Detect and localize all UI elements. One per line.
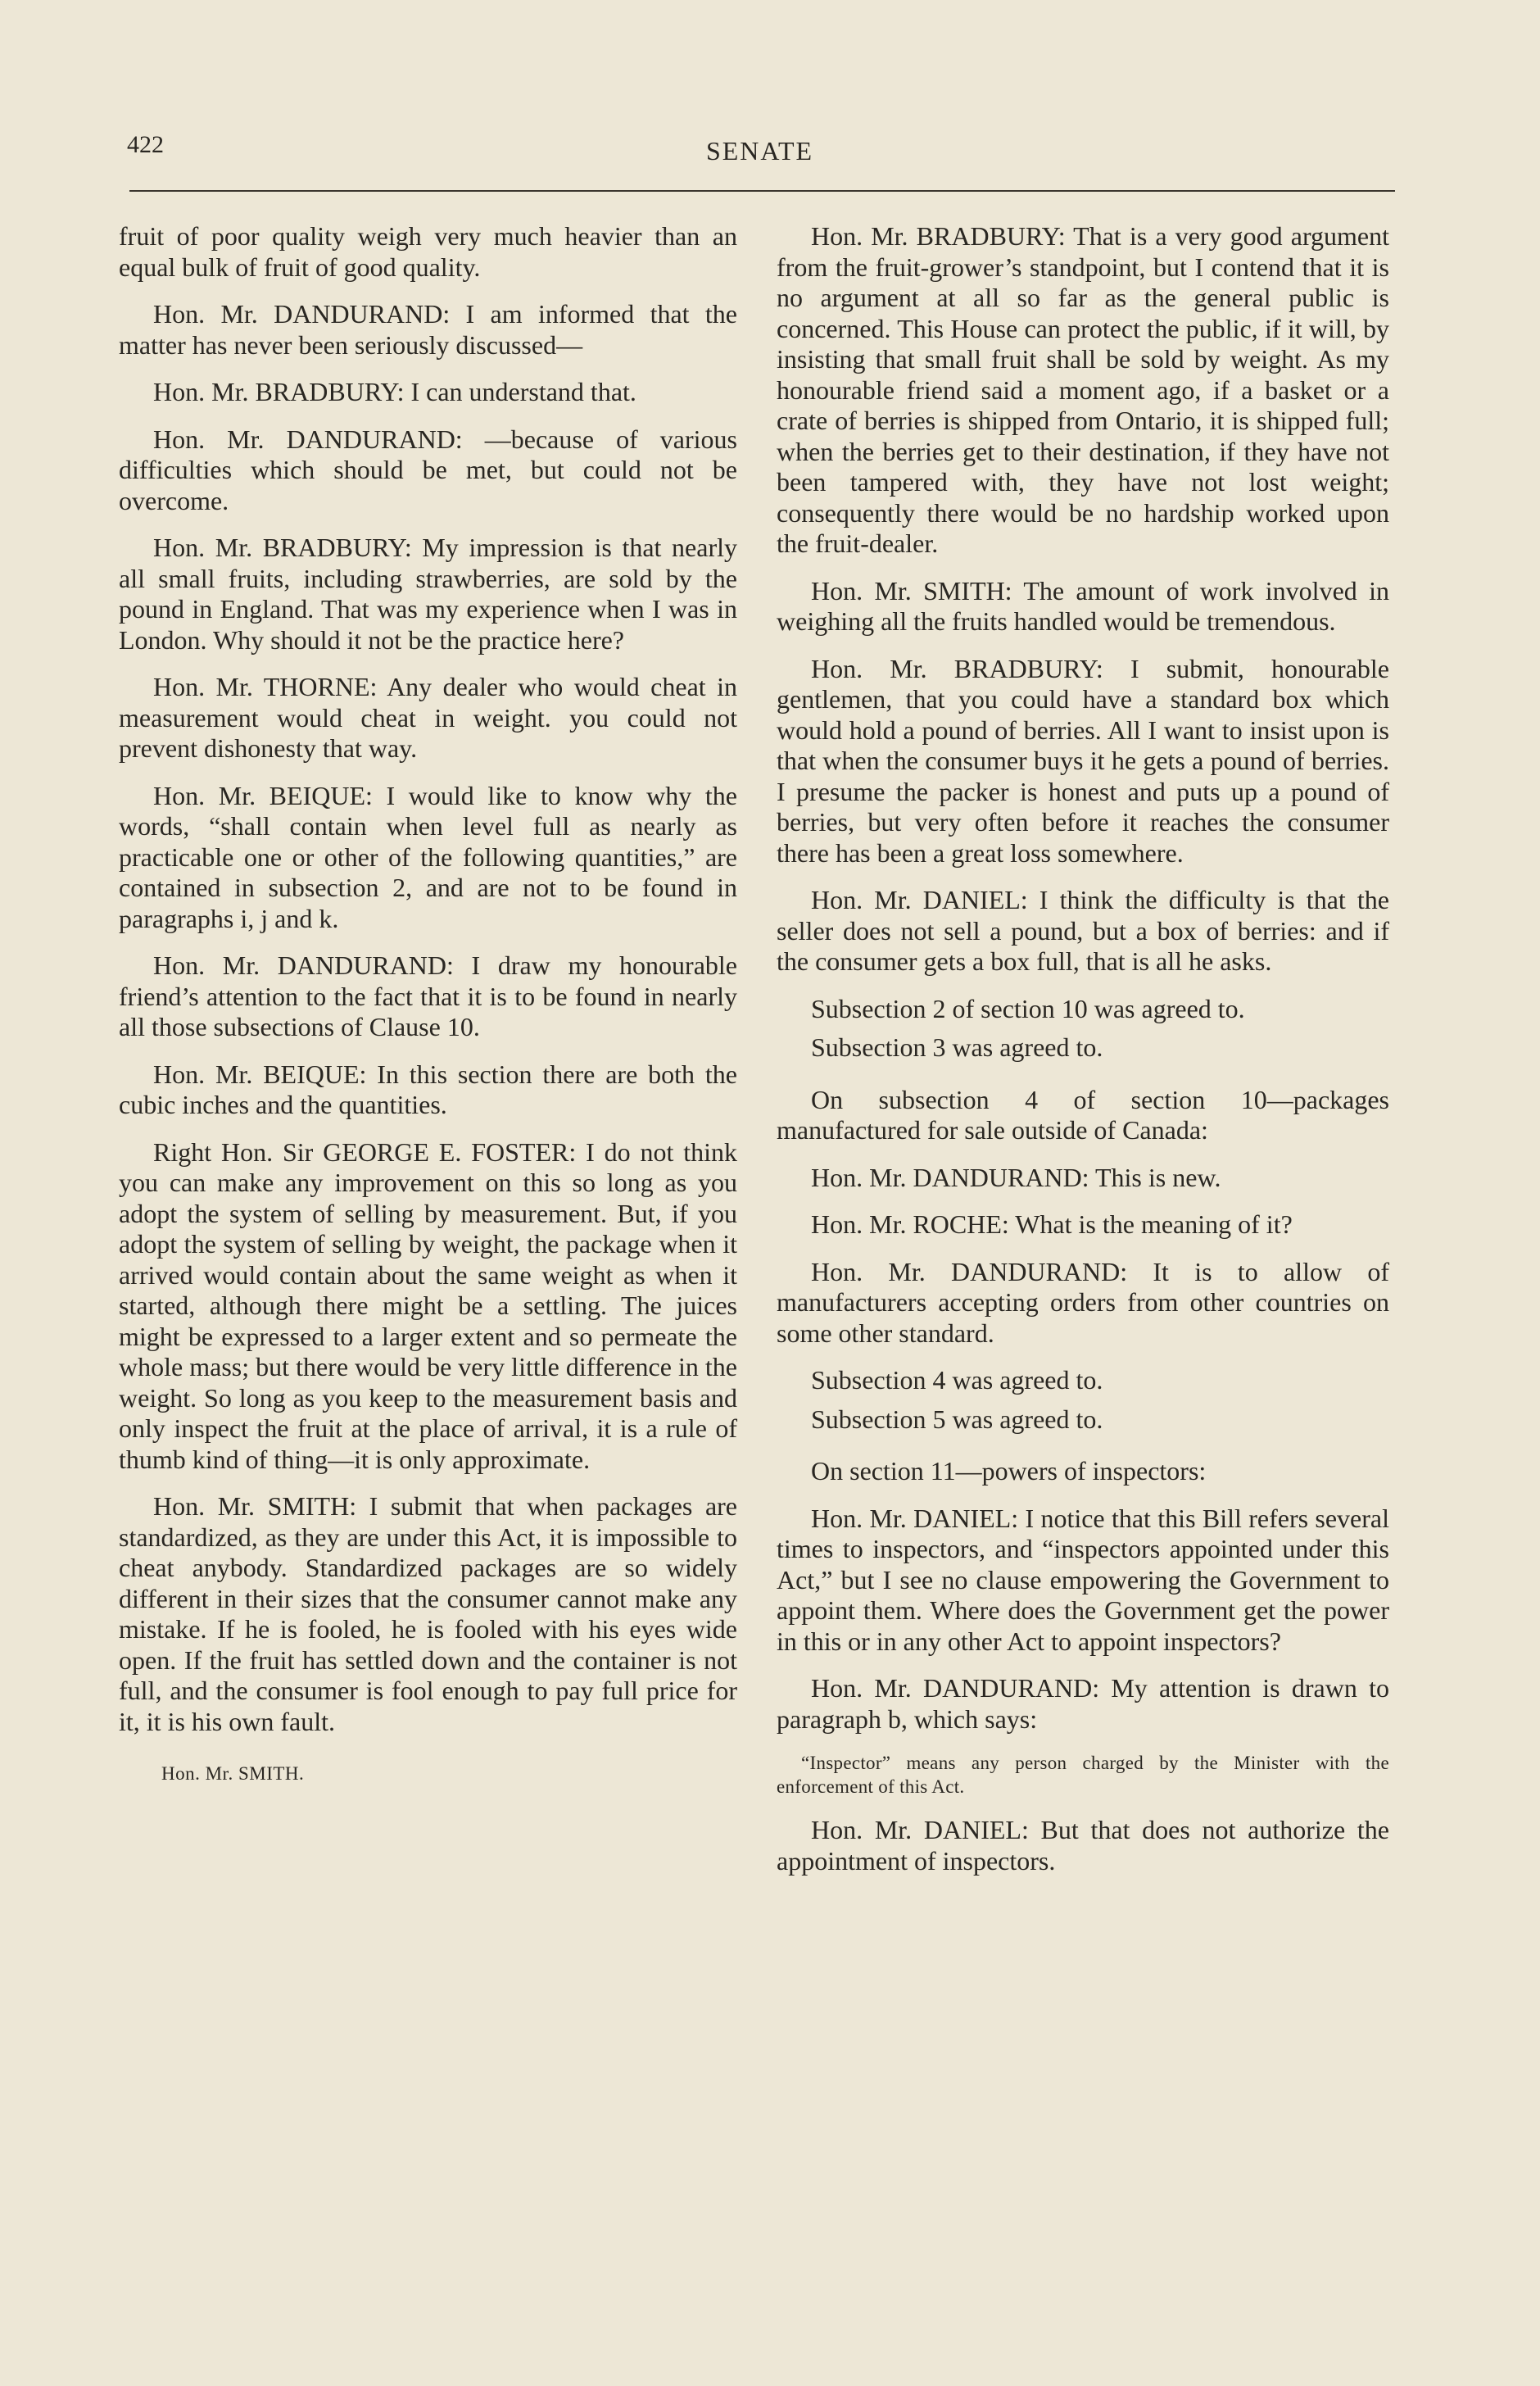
- left-column: [119, 221, 737, 1790]
- paragraph: Subsection 4 was agreed to.: [811, 1365, 1103, 1395]
- right-column: [777, 221, 1389, 1893]
- paragraph: Hon. Mr. DANIEL: I think the difficulty is that the seller does not sell a pound, but a box of berries: and if the consumer gets a box full, that is all he asks.: [777, 885, 1389, 976]
- paragraph: Hon. Mr. DANDURAND: —because of various difficulties which should be met, but could not be overcome.: [119, 424, 737, 515]
- paragraph: Hon. Mr. BRADBURY: My impression is that nearly all small fruits, including strawberries, are sold by the pound in England. That was my experience when I was in London. Why should it not be the practice here?: [119, 533, 737, 655]
- paragraph: Hon. Mr. BEIQUE: I would like to know why the words, “shall contain when level full as nearly as practicable one or other of the following quantities,” are contained in subsection 2, and are not to be found in paragraphs i, j and k.: [119, 780, 737, 933]
- paragraph: Right Hon. Sir GEORGE E. FOSTER: I do not think you can make any improvement on this so long as you adopt the system of selling by measurement. But, if you adopt the system of selling by weight, the package when it arrived would contain about the same weight as when it started, although there might be a settling. The juices might be expressed to a larger extent and so permeate the whole mass; but there would be very little difference in the weight. So long as you keep to the measurement basis and only inspect the fruit at the place of arrival, it is a rule of thumb kind of thing—it is only approximate.: [119, 1136, 737, 1474]
- paragraph: Hon. Mr. BRADBURY: I submit, honourable gentlemen, that you could have a standard box which would hold a pound of berries. All I want to insist upon is that when the consumer buys it he gets a pound of berries. I presume the packer is honest and puts up a pound of berries, but very often before it reaches the consumer there has been a great loss somewhere.: [777, 653, 1389, 868]
- paragraph: Hon. Mr. DANDURAND: I draw my honourable friend’s attention to the fact that it is to be found in nearly all those subsections of Clause 10.: [119, 950, 737, 1041]
- paragraph: Hon. Mr. DANIEL: I notice that this Bill refers several times to inspectors, and “inspectors appointed under this Act,” but I see no clause empowering the Government to appoint them. Where does the Government get the power in this or in any other Act to appoint inspectors?: [777, 1503, 1389, 1656]
- paragraph: Hon. Mr. THORNE: Any dealer who would cheat in measurement would cheat in weight. you could not prevent dishonesty that way.: [119, 672, 737, 763]
- paragraph: Hon. Mr. SMITH: I submit that when packages are standardized, as they are under this Act, it is impossible to cheat anybody. Standardized packages are so widely different in their sizes that the consumer cannot make any mistake. If he is fooled, he is fooled with his eyes wide open. If the fruit has settled down and the container is not full, and the consumer is fool enough to pay full price for it, it is his own fault.: [119, 1491, 737, 1736]
- paragraph: fruit of poor quality weigh very much heavier than an equal bulk of fruit of good quality.: [119, 221, 737, 282]
- paragraph: Hon. Mr. DANDURAND: My attention is drawn to paragraph b, which says:: [777, 1673, 1389, 1734]
- page-number: 422: [127, 131, 164, 158]
- paragraph: On subsection 4 of section 10—packages manufactured for sale outside of Canada:: [777, 1084, 1389, 1145]
- paragraph: Hon. Mr. DANDURAND: This is new.: [811, 1162, 1221, 1192]
- paragraph: Hon. Mr. DANIEL: But that does not authorize the appointment of inspectors.: [777, 1815, 1389, 1876]
- header-rule: [129, 190, 1395, 192]
- paragraph: Subsection 5 was agreed to.: [811, 1404, 1103, 1434]
- paragraph: Subsection 3 was agreed to.: [811, 1032, 1103, 1062]
- paragraph: Hon. Mr. ROCHE: What is the meaning of it?: [811, 1209, 1293, 1239]
- paragraph: Hon. Mr. BRADBURY: I can understand that.: [153, 377, 636, 406]
- paragraph: Subsection 2 of section 10 was agreed to.: [811, 993, 1245, 1023]
- page-header: [127, 131, 1393, 180]
- running-title: SENATE: [705, 136, 814, 166]
- paragraph: Hon. Mr. SMITH: The amount of work involved in weighing all the fruits handled would be tremendous.: [777, 575, 1389, 636]
- paragraph: Hon. Mr. BEIQUE: In this section there are both the cubic inches and the quantities.: [119, 1059, 737, 1119]
- paragraph: Hon. Mr. DANDURAND: I am informed that the matter has never been seriously discussed—: [119, 299, 737, 360]
- paragraph: Hon. Mr. BRADBURY: That is a very good argument from the fruit-grower’s standpoint, but I contend that it is no argument at all so far as the general public is concerned. This House can protect the public, if it will, by insisting that small fruit shall be sold by weight. As my honourable friend said a moment ago, if a basket or a crate of berries is shipped from Ontario, it is shipped full; when the berries get to their destination, if they have not been tampered with, they have not lost weight; consequently there would be no hardship worked upon the fruit-dealer.: [777, 221, 1389, 558]
- paragraph: Hon. Mr. DANDURAND: It is to allow of manufacturers accepting orders from other countries on some other standard.: [777, 1256, 1389, 1348]
- footer-speaker: Hon. Mr. SMITH.: [161, 1763, 305, 1784]
- quoted-definition: “Inspector” means any person charged by the Minister with the enforcement of this Act.: [777, 1753, 1389, 1797]
- paragraph: On section 11—powers of inspectors:: [811, 1456, 1207, 1486]
